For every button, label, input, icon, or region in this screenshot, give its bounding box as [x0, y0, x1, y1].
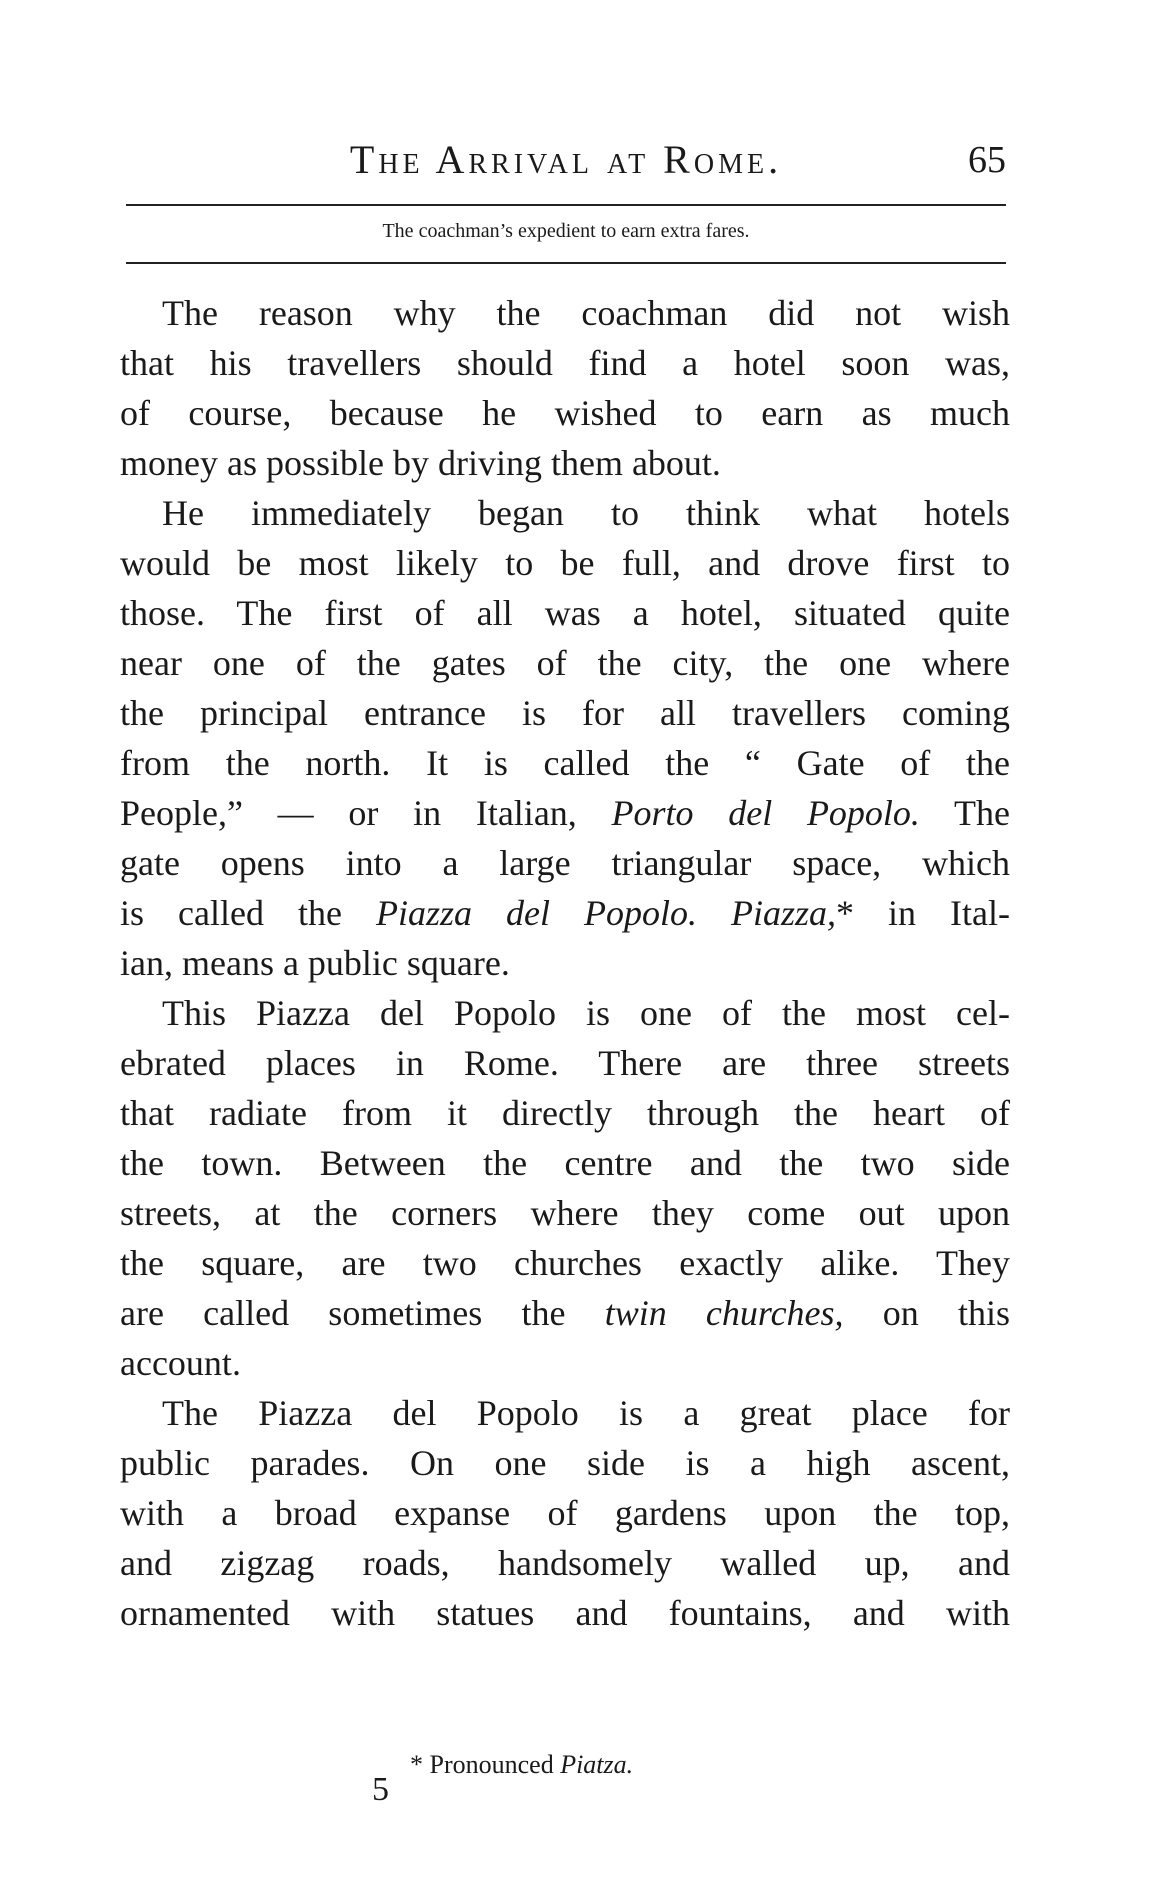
text-line: are called sometimes the twin churches, on this — [120, 1293, 1010, 1333]
footnote-italic: Piatza. — [560, 1750, 634, 1779]
text-line: that his travellers should find a hotel soon was, — [120, 343, 1010, 383]
text-line: the square, are two churches exactly alike. They — [120, 1243, 1010, 1283]
text-line: near one of the gates of the city, the one where — [120, 643, 1010, 683]
text-line: He immediately began to think what hotels — [162, 493, 1010, 533]
text-line: public parades. On one side is a high ascent, — [120, 1443, 1010, 1483]
text-line: streets, at the corners where they come out upon — [120, 1193, 1010, 1233]
italic-term: Piazza del Popolo. — [375, 893, 697, 933]
text-line: is called the Piazza del Popolo. Piazza,* in Ital- — [120, 893, 1010, 933]
text-line: of course, because he wished to earn as much — [120, 393, 1010, 433]
text-line: would be most likely to be full, and drove first to — [120, 543, 1010, 583]
text-line: gate opens into a large triangular space, which — [120, 843, 1010, 883]
italic-term: twin churches, — [604, 1293, 844, 1333]
text-line: account. — [120, 1343, 241, 1383]
text-line: from the north. It is called the “ Gate of the — [120, 743, 1010, 783]
printer-signature: 5 — [372, 1771, 389, 1808]
text-line: ornamented with statues and fountains, and with — [120, 1593, 1010, 1633]
text-line: money as possible by driving them about. — [120, 443, 721, 483]
text-line: the principal entrance is for all travellers coming — [120, 693, 1010, 733]
text-line: with a broad expanse of gardens upon the top, — [120, 1493, 1010, 1533]
header-rule-top — [126, 204, 1006, 206]
text-line: The reason why the coachman did not wish — [162, 293, 1010, 333]
text-line: those. The first of all was a hotel, situated quite — [120, 593, 1010, 633]
footnote-marker: * — [410, 1750, 423, 1779]
text-line: ebrated places in Rome. There are three streets — [120, 1043, 1010, 1083]
italic-term: Piazza, — [731, 893, 837, 933]
text-line: that radiate from it directly through the heart of — [120, 1093, 1010, 1133]
header-rule-bottom — [126, 262, 1006, 264]
chapter-subhead: The coachman’s expedient to earn extra fares. — [382, 220, 750, 242]
text-line: The Piazza del Popolo is a great place for — [162, 1393, 1010, 1433]
text-line: and zigzag roads, handsomely walled up, and — [120, 1543, 1010, 1583]
text-line: People,” — or in Italian, Porto del Popolo. The — [120, 793, 1010, 833]
footnote: * Pronounced Piatza. — [410, 1750, 634, 1779]
running-title: The Arrival at Rome. — [349, 137, 783, 182]
page-number: 65 — [968, 139, 1006, 181]
italic-term: Porto del Popolo. — [611, 793, 920, 833]
text-line: ian, means a public square. — [120, 943, 510, 983]
text-line: This Piazza del Popolo is one of the most cel- — [162, 993, 1010, 1033]
body-text — [120, 288, 1010, 1638]
text-line: the town. Between the centre and the two side — [120, 1143, 1010, 1183]
running-head — [126, 138, 1006, 182]
